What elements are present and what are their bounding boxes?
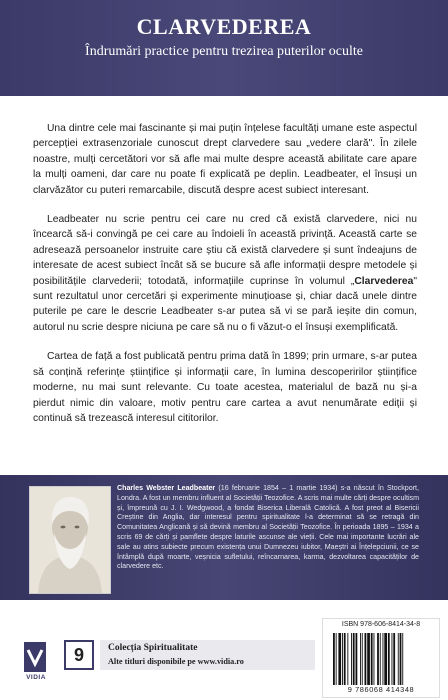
isbn-block bbox=[322, 618, 440, 698]
blurb-paragraph-2 bbox=[33, 212, 417, 335]
book-subtitle: Îndrumări practice pentru trezirea puterilor oculte bbox=[85, 44, 363, 59]
publisher-name: VIDIA bbox=[26, 674, 46, 681]
isbn-text: ISBN 978-606-8414-34-8 bbox=[341, 621, 421, 628]
author-bio-text: (16 februarie 1854 – 1 martie 1934) s-a născut în Stockport, Londra. A fost un membru influent al Societății Teozofice. A scris mai multe cărți despre ocultism și, împreună cu J. I. Wedgwood, a fondat Biserica Liberală Catolică. A fost preot al Bisericii Creștine din Anglia, dar interesul pentru spiritualitate l-a determinat să se retragă din Comunitatea Anglicană și să devină membru al Societății Teozofice. În perioada 1895 – 1934 a scris 69 de cărți și pamflete despre laturile ascunse ale vieții. Cele mai importante lucrări ale sale au atins subiecte precum existența unui Dumnezeu iubitor, Maeștri ai Înțelepciunii, ce se întâmplă după moarte, veșnicia sufletului, reîncarnarea, karma, dezvoltarea capacităților de clarvedere etc. bbox=[117, 484, 419, 571]
blurb-paragraph-2-a: Leadbeater nu scrie pentru cei care nu cred că există clarvedere, nici nu încearcă să-i convingă pe cei care au îndoieli în această privință. Această carte se adresează persoanelor instruite care știu că există clarvedere și sunt îndeajuns de interesate de acest subiect încât să se bucure să afle informații despre metodele și posibilitățile clarvederii; totodată, informațiile cuprinse în volumul „ bbox=[33, 214, 417, 287]
blurb-paragraph-3: Cartea de față a fost publicată pentru prima dată în 1899; prin urmare, s-ar putea să conțină referințe științifice și informații care, în lumina descoperirilor științifice moderne, nu mai sunt relevante. Cu toate acestea, materialul de bază nu și-a pierdut nimic din valoare, motiv pentru care cartea a avut nenumărate ediții și continuă să trezească interesul cititorilor. bbox=[33, 351, 417, 424]
author-bio bbox=[117, 484, 419, 572]
vidia-logo-icon bbox=[24, 642, 46, 672]
blurb-paragraph-2-b: " sunt rezultatul unor cercetări și experimente minuțioase și, chiar dacă unele dintre puterile pe care le descrie Leadbeater s-ar putea să vi se pară ieșite din comun, autorul nu scrie despre niciuna pe care să nu o fi văzut-o el însuși exemplificată. bbox=[33, 275, 417, 333]
blurb-book-name: Clarvederea bbox=[354, 275, 414, 287]
collection-title: Colecția Spiritualitate bbox=[108, 643, 198, 653]
barcode-number: 9 786068 414348 bbox=[347, 685, 415, 694]
barcode-icon bbox=[331, 633, 431, 685]
collection-number: 9 bbox=[64, 640, 94, 670]
blurb-text bbox=[33, 121, 417, 440]
publisher-logo bbox=[24, 642, 46, 672]
collection-subtitle: Alte titluri disponibile pe www.vidia.ro bbox=[108, 657, 244, 666]
blurb-paragraph-1: Una dintre cele mai fascinante și mai puțin înțelese facultăți umane este aspectul percepției extrasenzoriale cunoscut drept clarvedere sau „vedere clară". În zilele noastre, mulți cercetători vor să afle mai multe despre această abilitate care apare la mulți oameni, dar care nu poate fi explicată pe deplin. Leadbeater, el însuși un clarvăzător cu puteri remarcabile, discută despre acest subiect interesant. bbox=[33, 123, 417, 196]
cover-header bbox=[0, 0, 448, 96]
author-portrait-icon bbox=[30, 487, 110, 593]
author-photo bbox=[29, 486, 111, 594]
author-name: Charles Webster Leadbeater bbox=[117, 484, 216, 492]
collection-box bbox=[100, 640, 315, 670]
book-title: CLARVEDEREA bbox=[136, 14, 312, 39]
